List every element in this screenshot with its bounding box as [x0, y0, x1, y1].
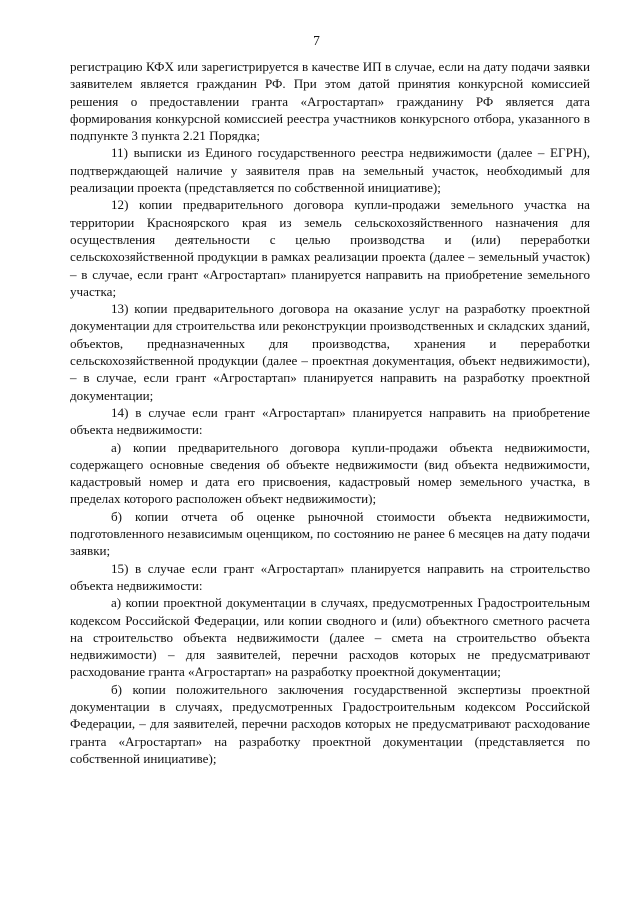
paragraph-item-12: 12) копии предварительного договора купли-продажи земельного участка на территории Красноярского края из земель сельскохозяйственного назначения для осуществления деятельности с целью производства и (или) переработки сельскохозяйственной продукции в рамках реализации проекта (далее – земельный участок) – в случае, если грант «Агростартап» планируется направить на приобретение земельного участка;: [70, 197, 590, 299]
page-number: 7: [313, 33, 320, 48]
paragraph-item-15a: а) копии проектной документации в случаях, предусмотренных Градостроительным кодексом Российской Федерации, или копии сводного и (или) объектного сметного расчета на строительство объекта недвижимости (далее – смета на строительство объекта недвижимости) – для заявителей, перечни расходов которых не предусматривают расходование гранта «Агростартап» на разработку проектной документации;: [70, 595, 590, 680]
paragraph-item-15b: б) копии положительного заключения государственной экспертизы проектной документации в случаях, предусмотренных Градостроительным кодексом Российской Федерации, – для заявителей, перечни расходов которых не предусматривают расходование гранта «Агростартап» на разработку проектной документации (представляется по собственной инициативе);: [70, 681, 590, 766]
paragraph-item-14: 14) в случае если грант «Агростартап» планируется направить на приобретение объекта недвижимости:: [70, 404, 590, 438]
paragraph-item-11: 11) выписки из Единого государственного реестра недвижимости (далее – ЕГРН), подтверждающей наличие у заявителя прав на земельный участок, необходимый для реализации проекта (представляется по собственной инициативе);: [70, 145, 590, 196]
paragraph-item-15: 15) в случае если грант «Агростартап» планируется направить на строительство объекта недвижимости:: [70, 560, 590, 593]
paragraph-continuation: регистрацию КФХ или зарегистрируется в качестве ИП в случае, если на дату подачи заявки заявителем является гражданин РФ. При этом датой принятия конкурсной комиссией решения о предоставлении гранта «Агростартап» гражданину РФ является дата формирования конкурсной комиссией реестра участников конкурсного отбора, указанного в подпункте 3 пункта 2.21 Порядка;: [70, 59, 590, 144]
document-body: [70, 58, 590, 767]
paragraph-item-14b: б) копии отчета об оценке рыночной стоимости объекта недвижимости, подготовленного независимым оценщиком, по состоянию не ранее 6 месяцев на дату подачи заявки;: [70, 508, 590, 559]
paragraph-item-13: 13) копии предварительного договора на оказание услуг на разработку проектной документации для строительства или реконструкции производственных и складских зданий, объектов, предназначенных для производства, хранения и переработки сельскохозяйственной продукции (далее – проектная документация, объект недвижимости), – в случае, если грант «Агростартап» планируется направить на разработку проектной документации;: [70, 301, 590, 403]
paragraph-item-14a: а) копии предварительного договора купли-продажи объекта недвижимости, содержащего основные сведения об объекте недвижимости (вид объекта недвижимости, кадастровый номер и дата его присвоения, кадастровый номер земельного участка, в пределах которого расположен объект недвижимости);: [70, 439, 590, 507]
